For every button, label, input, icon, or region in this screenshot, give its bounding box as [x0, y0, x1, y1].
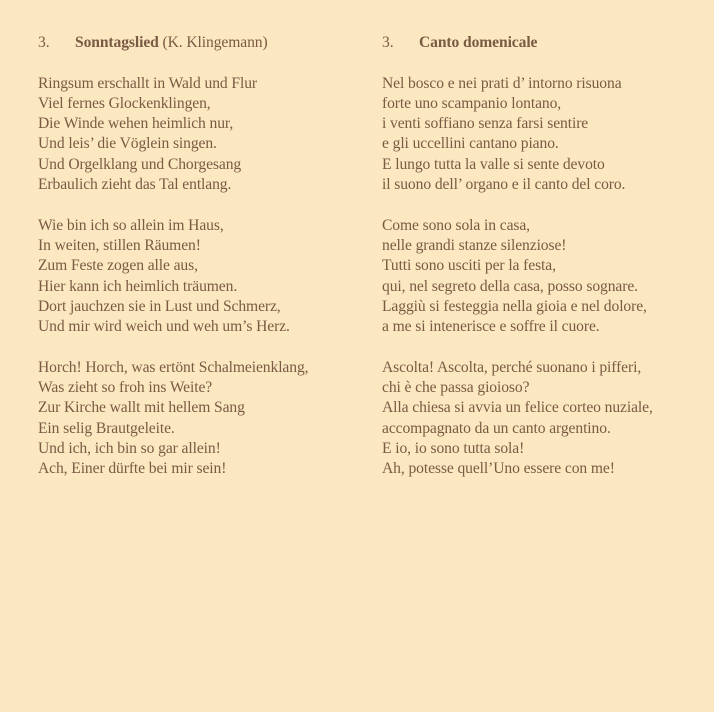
verse-line: E io, io sono tutta sola! — [382, 439, 525, 457]
german-stanza-2 — [38, 216, 358, 338]
verse-line: Und mir wird weich und weh um’s Herz. — [38, 318, 290, 336]
verse-line: il suono dell’ organo e il canto del coro. — [382, 176, 626, 194]
verse-line: Erbaulich zieht das Tal entlang. — [38, 176, 232, 194]
verse-line: Horch! Horch, was ertönt Schalmeienklang, — [38, 358, 309, 376]
german-stanza-3 — [38, 358, 358, 480]
verse-line: Und ich, ich bin so gar allein! — [38, 439, 221, 457]
verse-line: Viel fernes Glockenklingen, — [38, 94, 211, 112]
german-title: Sonntagslied — [75, 34, 159, 51]
verse-line: accompagnato da un canto argentino. — [382, 419, 611, 437]
italian-stanza-3 — [382, 358, 712, 480]
italian-title: Canto domenicale — [419, 34, 538, 51]
verse-line: Ein selig Brautgeleite. — [38, 419, 175, 437]
german-column — [38, 33, 358, 480]
verse-line: Zur Kirche wallt mit hellem Sang — [38, 399, 245, 417]
verse-line: Come sono sola in casa, — [382, 216, 530, 234]
verse-line: Die Winde wehen heimlich nur, — [38, 115, 234, 133]
verse-line: Laggiù si festeggia nella gioia e nel dolore, — [382, 297, 647, 315]
verse-line: Hier kann ich heimlich träumen. — [38, 277, 238, 295]
verse-line: Wie bin ich so allein im Haus, — [38, 216, 224, 234]
verse-line: Ach, Einer dürfte bei mir sein! — [38, 460, 227, 478]
verse-line: Tutti sono usciti per la festa, — [382, 257, 556, 275]
verse-line: E lungo tutta la valle si sente devoto — [382, 155, 605, 173]
verse-line: chi è che passa gioioso? — [382, 379, 530, 397]
verse-line: Ascolta! Ascolta, perché suonano i pifferi, — [382, 358, 642, 376]
verse-line: Dort jauchzen sie in Lust und Schmerz, — [38, 297, 281, 315]
italian-heading — [382, 33, 712, 53]
verse-line: a me si intenerisce e soffre il cuore. — [382, 318, 600, 336]
song-number: 3. — [38, 34, 50, 51]
verse-line: In weiten, stillen Räumen! — [38, 236, 201, 254]
verse-line: qui, nel segreto della casa, posso sognare. — [382, 277, 638, 295]
verse-line: Alla chiesa si avvia un felice corteo nuziale, — [382, 399, 653, 417]
german-author: (K. Klingemann) — [158, 34, 268, 51]
german-title-wrap — [75, 33, 268, 53]
song-number: 3. — [382, 34, 394, 51]
verse-line: Und Orgelklang und Chorgesang — [38, 155, 242, 173]
verse-line: nelle grandi stanze silenziose! — [382, 236, 567, 254]
german-stanza-1 — [38, 74, 358, 196]
verse-line: Und leis’ die Vöglein singen. — [38, 135, 217, 153]
italian-stanza-1 — [382, 74, 712, 196]
verse-line: Nel bosco e nei prati d’ intorno risuona — [382, 74, 622, 92]
verse-line: forte uno scampanio lontano, — [382, 94, 562, 112]
verse-line: Zum Feste zogen alle aus, — [38, 257, 198, 275]
italian-column — [382, 33, 712, 480]
italian-stanza-2 — [382, 216, 712, 338]
verse-line: Ringsum erschallt in Wald und Flur — [38, 74, 257, 92]
verse-line: Ah, potesse quell’Uno essere con me! — [382, 460, 615, 478]
verse-line: i venti soffiano senza farsi sentire — [382, 115, 589, 133]
german-heading — [38, 33, 358, 53]
verse-line: e gli uccellini cantano piano. — [382, 135, 559, 153]
verse-line: Was zieht so froh ins Weite? — [38, 379, 213, 397]
